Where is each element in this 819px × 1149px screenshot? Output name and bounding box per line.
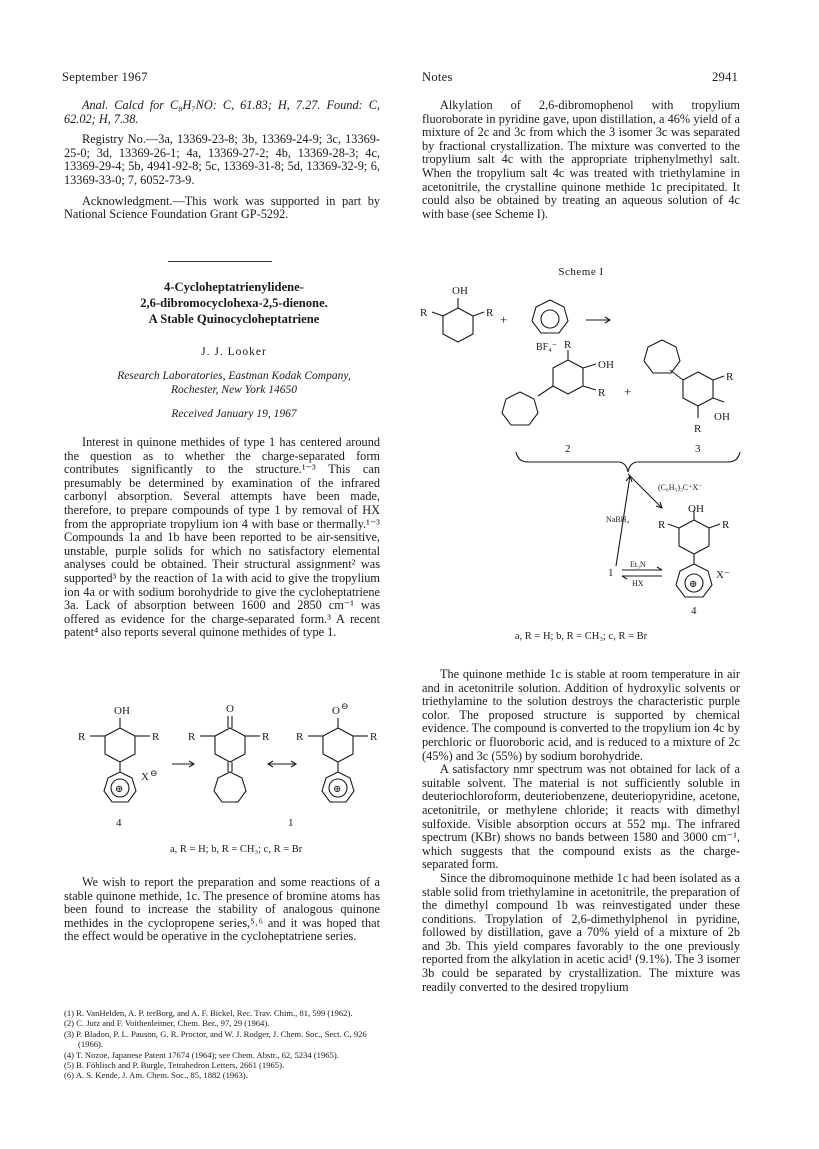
bf4-label: BF₄⁻ <box>536 342 557 353</box>
plus-charge: ⊕ <box>689 579 698 590</box>
oh-label: OH <box>714 411 730 423</box>
footnote: (6) A. S. Kende, J. Am. Chem. Soc., 85, 1882 (1963). <box>64 1070 248 1081</box>
right-body <box>422 668 740 994</box>
intro-paragraph: Interest in quinone methides of type 1 has centered around the question as to whether the charge-separated form contributes significantly to the structure.¹⁻³ This can presumably be determined by examination of the infrared carbonyl absorption. Several attempts have been made, therefore, to prepare compounds of type 1 by removal of HX from the appropriate tropylium ion 4 with base or thermally.¹⁻³ Compounds 1a and 1b have been reported to be air-sensitive, unstable, purple solids for which no satisfactory elemental analyses could be obtained. Their structural assignment² was supported³ by the reaction of 1a with acid to give the tropylium ion 4a or with sodium borohydride to give the cycloheptatriene 3a. Lack of absorption between 1600 and 2850 cm⁻¹ was offered as evidence for the charge-separated form.³ A recent patent⁴ also reports several quinone methides of type 1. <box>64 435 380 640</box>
scheme-1 <box>418 280 748 620</box>
minus-charge: ⊖ <box>150 768 158 778</box>
nmr-paragraph: A satisfactory nmr spectrum was not obtained for lack of a suitable solvent. The material is not sufficiently soluble in deuteriochloroform, deuteriobenzene, deuteriopyridine, acetone, acetonitrile, or methylene chloride; it reacts with dimethyl sulfoxide. Visible absorption occurs at 552 mμ. The infrared spectrum (KBr) shows no bands between 1580 and 3000 cm⁻¹, which suggests that the compound exists as the charge-separated form. <box>422 762 740 872</box>
oh-label: OH <box>452 285 468 297</box>
compound-4-label: 4 <box>691 605 697 617</box>
oh-label: OH <box>688 503 704 515</box>
registry-text: Registry No.—3a, 13369-23-8; 3b, 13369-24-9; 3c, 13369-25-0; 3d, 13369-26-1; 4a, 13369-27-2; 4b, 13369-28-3; 4c, 13369-29-4; 5b, 4941-92-8; 5c, 13369-31-8; 5d, 13369-32-9; 6, 13369-33-0; 7, 6052-73-9. <box>64 132 380 187</box>
nabh4-reagent: NaBH₄ <box>606 515 630 524</box>
running-head-section: Notes <box>422 70 453 84</box>
scheme-caption: a, R = H; b, R = CH₃; c, R = Br <box>170 844 303 855</box>
plus-sign: + <box>500 312 508 327</box>
title-line-3: A Stable Quinocycloheptatriene <box>148 312 320 326</box>
page-number: 2941 <box>712 70 739 84</box>
r-label: R <box>188 731 196 743</box>
oh-label: OH <box>114 705 130 717</box>
left-body-1 <box>64 436 380 640</box>
compound-1-label: 1 <box>608 567 614 579</box>
oh-label: OH <box>598 359 614 371</box>
plus-charge: ⊕ <box>115 784 124 795</box>
footnote: (1) R. VanHelden, A. P. terBorg, and A. F. Bickel, Rec. Trav. Chim., 81, 599 (1962). <box>64 1008 353 1018</box>
footnote: (5) B. Föhlisch and P. Burgle, Tetrahedron Letters, 2661 (1965). <box>64 1060 285 1071</box>
alkylation-paragraph: Alkylation of 2,6-dibromophenol with tropylium fluoroborate in pyridine gave, upon distillation, a 46% yield of a mixture of 2c and 3c from which the 3 isomer 3c was separated by fractional crystallization. The mixture was converted to the tropylium salt 4c with the appropriate triphenylmethyl salt. When the tropylium salt 4c was treated with triethylamine in acetonitrile, the crystalline quinone methide 1c precipitated. It could also be obtained by treating an aqueous solution of 4c with base (see Scheme I). <box>422 98 740 221</box>
affiliation-line-2: Rochester, New York 14650 <box>170 384 298 396</box>
affiliation <box>84 369 384 397</box>
r-label: R <box>78 731 86 743</box>
r-label: R <box>722 519 730 531</box>
resonance-scheme <box>60 700 390 860</box>
compound-3-label: 3 <box>695 443 701 455</box>
scheme-caption: a, R = H; b, R = CH₃; c, R = Br <box>514 631 648 642</box>
compound-2-label: 2 <box>565 443 571 455</box>
plus-sign: + <box>624 384 632 399</box>
acknowledgment-text: Acknowledgment.—This work was supported in part by National Science Foundation Grant GP-5292. <box>64 193 380 222</box>
r-label: R <box>726 371 734 383</box>
title-line-1: 4-Cycloheptatrienylidene- <box>164 280 304 294</box>
stability-paragraph: The quinone methide 1c is stable at room temperature in air and in acetonitrile solution. Addition of hydroxylic solvents or triethylamine to the solution destroys the characteristic purple color. The proposed structure is supported by chemical evidence. The compound is converted to the tropylium ion 4c by perchloric or fluoroboric acid, and is reduced to a mixture of 2c (45%) and 3c (55%) by sodium borohydride. <box>422 667 740 763</box>
o-label: O <box>226 703 234 715</box>
running-head-date: September 1967 <box>62 70 148 84</box>
author: J. J. Looker <box>201 346 267 358</box>
o-label: O <box>332 705 340 717</box>
scheme-title: Scheme I <box>558 266 604 278</box>
analysis-text: Anal. Calcd for C₈H₇NO: C, 61.83; H, 7.27. Found: C, 62.02; H, 7.38. <box>64 98 380 126</box>
compound-4-label: 4 <box>116 817 122 829</box>
footnotes <box>64 1008 380 1081</box>
hx-reagent: HX <box>632 579 644 588</box>
minus-charge: ⊖ <box>341 701 349 711</box>
affiliation-line-1: Research Laboratories, Eastman Kodak Company, <box>117 370 351 382</box>
footnote: (3) P. Bladon, P. L. Pauson, G. R. Proctor, and W. J. Rodger, J. Chem. Soc., Sect. C, 926 (1966). <box>64 1028 367 1050</box>
r-label: R <box>658 519 666 531</box>
section-divider <box>168 261 272 262</box>
trityl-reagent: (C₆H₅)₃C⁺X⁻ <box>658 483 703 492</box>
left-body-2 <box>64 876 380 944</box>
left-top-block <box>64 99 380 222</box>
article-title <box>84 279 384 327</box>
title-line-2: 2,6-dibromocyclohexa-2,5-dienone. <box>140 296 328 310</box>
report-paragraph: We wish to report the preparation and some reactions of a stable quinone methide, 1c. The presence of bromine atoms has been found to increase the stability of analogous quinone methides in the cyclopropene series,⁵˒⁶ and it was hoped that the effect would be operative in the cycloheptatriene series. <box>64 875 380 944</box>
r-label: R <box>420 307 428 319</box>
footnote: (4) T. Nozoe, Japanese Patent 17674 (1964); see Chem. Abstr., 62, 5234 (1965). <box>64 1049 339 1060</box>
x-label: X <box>141 771 149 783</box>
right-top-block <box>422 99 740 221</box>
r-label: R <box>152 731 160 743</box>
r-label: R <box>262 731 270 743</box>
r-label: R <box>296 731 304 743</box>
r-label: R <box>694 423 702 435</box>
plus-charge: ⊕ <box>333 784 342 795</box>
received-date: Received January 19, 1967 <box>171 408 297 420</box>
footnote: (2) C. Jutz and F. Voithenleitner, Chem. Ber., 97, 29 (1964). <box>64 1018 270 1029</box>
et3n-reagent: Et₃N <box>630 560 646 569</box>
r-label: R <box>486 307 494 319</box>
r-label: R <box>564 339 572 351</box>
r-label: R <box>370 731 378 743</box>
compound-1-label: 1 <box>288 817 294 829</box>
r-label: R <box>598 387 606 399</box>
dimethyl-paragraph: Since the dibromoquinone methide 1c had been isolated as a stable solid from triethylamine in acetonitrile, the preparation of the dimethyl compound 1b was reinvestigated under these conditions. Tropylation of 2,6-dimethylphenol in pyridine, followed by distillation, gave a 70% yield of a mixture of 2b and 3b. This yield compares favorably to the one previously reported from the alkylation in acetic acid¹ (9.1%). The 3 isomer 3b could be separated by crystallization. The mixture was readily converted to the desired tropylium <box>422 870 740 994</box>
x-minus-label: X⁻ <box>716 569 730 581</box>
